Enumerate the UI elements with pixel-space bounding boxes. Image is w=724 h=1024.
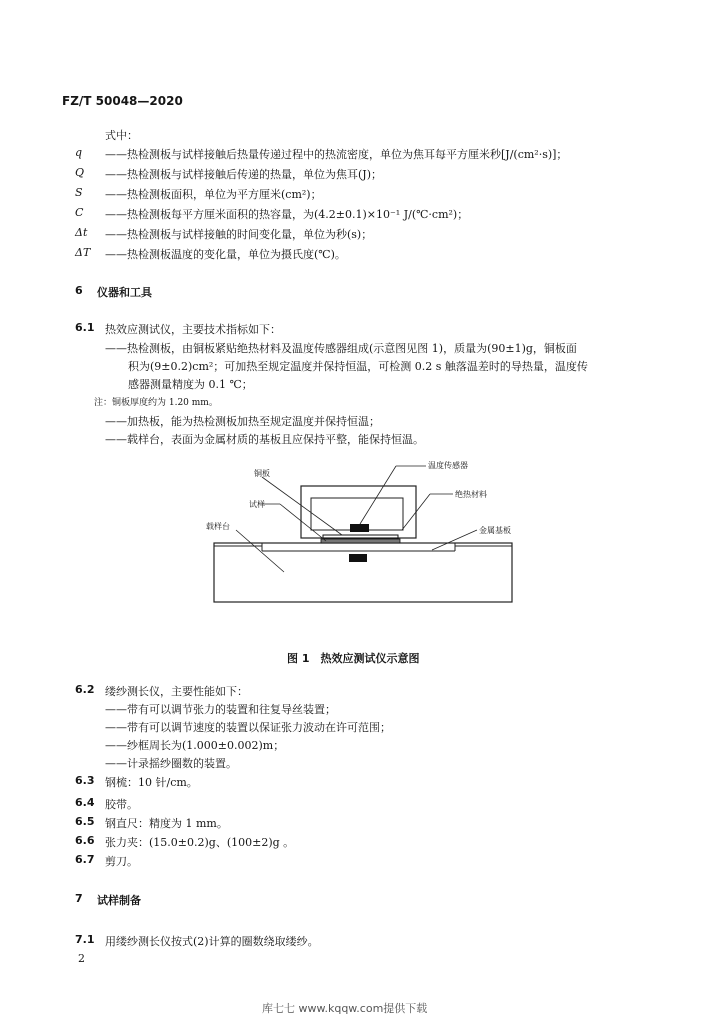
definition: ——热检测板与试样接触的时间变化量，单位为秒(s)；	[105, 228, 373, 241]
clause-6-2-text: 缕纱测长仪，主要性能如下：	[105, 685, 248, 698]
sample-layer	[321, 539, 400, 543]
clause-6-1-detail-line-2: 积为(9±0.2)cm²；可加热至规定温度并保持恒温，可检测 0.2 s 触落温差时的导热量，温度传	[128, 360, 588, 373]
clause-6-1-note: 注：铜板厚度约为 1.20 mm。	[94, 398, 218, 408]
section-6-title: 仪器和工具	[97, 286, 152, 299]
clause-6-3-number: 6.3	[75, 774, 95, 787]
standard-code: FZ/T 50048—2020	[62, 94, 183, 108]
definition: ——热检测板温度的变化量，单位为摄氏度(℃)。	[105, 248, 346, 261]
sensor-block-top	[350, 524, 369, 532]
symbol: S	[75, 186, 83, 199]
label-metal-base: 金属基板	[479, 526, 511, 535]
clause-7-1-number: 7.1	[75, 933, 95, 946]
definition: ——热检测板面积，单位为平方厘米(cm²)；	[105, 188, 322, 201]
symbol: q	[75, 146, 83, 159]
clause-6-5-number: 6.5	[75, 815, 95, 828]
clause-6-6-text: 张力夹：(15.0±0.2)g、(100±2)g 。	[105, 836, 295, 849]
clause-6-1-detail-stage: ——载样台，表面为金属材质的基板且应保持平整，能保持恒温。	[105, 433, 424, 446]
label-sample-stage: 载样台	[206, 522, 230, 531]
section-7-number: 7	[75, 892, 83, 905]
clause-6-3-text: 钢梳：10 针/cm。	[105, 776, 198, 789]
definition: ——热检测板与试样接触后热量传递过程中的热流密度，单位为焦耳每平方厘米秒[J/(cm²·s)]；	[105, 148, 568, 161]
clause-6-6-number: 6.6	[75, 834, 95, 847]
label-copper-plate: 铜板	[254, 469, 270, 478]
clause-6-7-text: 剪刀。	[105, 855, 138, 868]
label-insulation-material: 绝热材料	[455, 490, 487, 499]
clause-6-2-item: ——纱框周长为(1.000±0.002)m；	[105, 739, 285, 752]
clause-6-1-number: 6.1	[75, 321, 95, 334]
figure-1-diagram	[0, 450, 724, 610]
sensor-block-bottom	[349, 554, 367, 562]
figure-1-caption: 图 1 热效应测试仪示意图	[287, 652, 420, 665]
label-temperature-sensor: 温度传感器	[428, 461, 468, 470]
clause-6-2-item: ——带有可以调节速度的装置以保证张力波动在许可范围；	[105, 721, 391, 734]
symbol: Δt	[75, 226, 88, 239]
definition: ——热检测板与试样接触后传递的热量，单位为焦耳(J)；	[105, 168, 382, 181]
stage-block	[214, 543, 512, 602]
page-number: 2	[78, 952, 85, 965]
clause-6-1-detail-heater: ——加热板，能为热检测板加热至规定温度并保持恒温；	[105, 415, 380, 428]
clause-6-7-number: 6.7	[75, 853, 95, 866]
clause-6-4-number: 6.4	[75, 796, 95, 809]
clause-6-2-item: ——带有可以调节张力的装置和往复导丝装置；	[105, 703, 336, 716]
definition: ——热检测板每平方厘米面积的热容量，为(4.2±0.1)×10⁻¹ J/(℃·cm²)；	[105, 208, 469, 221]
clause-6-1-text: 热效应测试仪，主要技术指标如下：	[105, 323, 281, 336]
section-6-number: 6	[75, 284, 83, 297]
clause-6-5-text: 钢直尺：精度为 1 mm。	[105, 817, 228, 830]
symbol: ΔT	[75, 246, 91, 259]
clause-6-2-number: 6.2	[75, 683, 95, 696]
clause-6-1-detail-line-3: 感器测量精度为 0.1 ℃；	[128, 378, 253, 391]
clause-6-2-item: ——计录摇纱圈数的装置。	[105, 757, 237, 770]
formula-where-title: 式中：	[105, 129, 138, 142]
clause-6-1-detail-line-1: ——热检测板，由铜板紧贴绝热材料及温度传感器组成(示意图见图 1)，质量为(90±1)g，铜板面	[105, 342, 577, 355]
clause-6-4-text: 胶带。	[105, 798, 138, 811]
symbol: Q	[75, 166, 85, 179]
section-7-title: 试样制备	[97, 894, 141, 907]
symbol: C	[75, 206, 84, 219]
label-sample: 试样	[249, 500, 265, 509]
clause-7-1-text: 用缕纱测长仪按式(2)计算的圈数绕取缕纱。	[105, 935, 319, 948]
download-watermark: 库七七 www.kqqw.com提供下载	[262, 1002, 428, 1015]
